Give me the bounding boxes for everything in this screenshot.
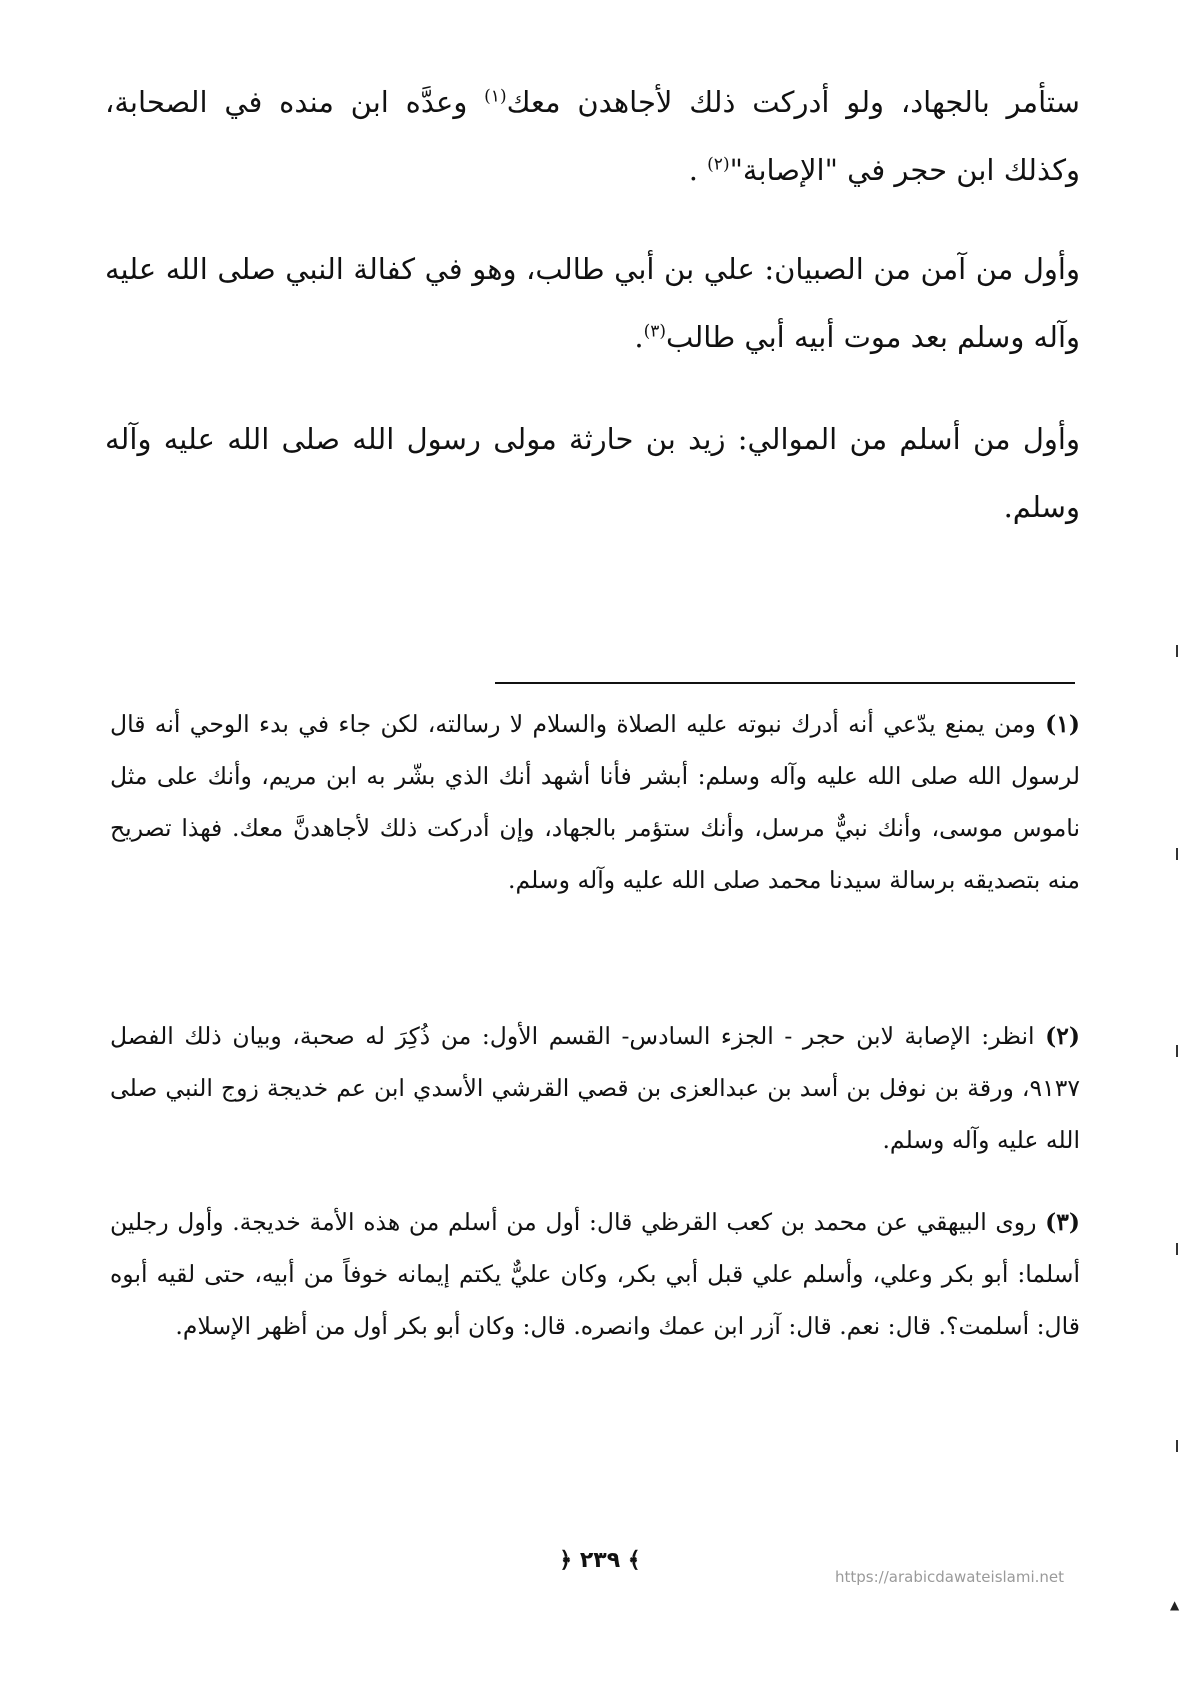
paragraph-text: وأول من أسلم من الموالي: زيد بن حارثة مولى رسول الله صلى الله عليه وآله وسلم. <box>105 422 1080 524</box>
footnote-text <box>110 1196 1080 1352</box>
paragraph-segment: وعدَّه ابن منده في الصحابة، وكذلك ابن حجر في "الإصابة" <box>105 85 1080 187</box>
paragraph-end: . <box>688 153 708 187</box>
paragraph-segment: ستأمر بالجهاد، ولو أدركت ذلك لأجاهدن معك <box>506 85 1080 119</box>
edge-mark <box>1176 645 1178 657</box>
footnote-ref-2[interactable]: (٢) <box>707 154 730 175</box>
footnote-2 <box>110 1010 1080 1166</box>
footnote-number: (٢) <box>1045 1022 1080 1050</box>
main-paragraph-1 <box>105 68 1080 204</box>
paragraph-end: . <box>634 320 644 354</box>
edge-mark <box>1176 1440 1178 1452</box>
footnote-text <box>110 1010 1080 1166</box>
footnote-text <box>110 698 1080 906</box>
corner-arrow-icon: ▲ <box>1170 1598 1180 1612</box>
main-paragraph-3 <box>105 405 1080 541</box>
footnote-body: ومن يمنع يدّعي أنه أدرك نبوته عليه الصلاة والسلام لا رسالته، لكن جاء في بدء الوحي أنه قال لرسول الله صلى الله عليه وآله وسلم: أبشر فأنا أشهد أنك الذي بشّر به ابن مريم، وأنك على مثل ناموس موسى، وأنك نبيٌّ مرسل، وأنك ستؤمر بالجهاد، وإن أدركت ذلك لأجاهدنَّ معك. فهذا تصريح منه بتصديقه برسالة سيدنا محمد صلى الله عليه وآله وسلم. <box>110 710 1080 894</box>
edge-mark <box>1176 1045 1178 1057</box>
paragraph-text <box>105 235 1080 371</box>
footnote-separator <box>495 682 1075 684</box>
footnote-ref-1[interactable]: (١) <box>484 86 507 107</box>
footnote-ref-3[interactable]: (٣) <box>643 321 666 342</box>
footnote-3 <box>110 1196 1080 1352</box>
watermark-url: https://arabicdawateislami.net <box>835 1568 1065 1586</box>
paragraph-segment: وأول من آمن من الصبيان: علي بن أبي طالب، وهو في كفالة النبي صلى الله عليه وآله وسلم بعد موت أبيه أبي طالب <box>105 252 1080 354</box>
footnote-body: روى البيهقي عن محمد بن كعب القرظي قال: أول من أسلم من هذه الأمة خديجة. وأول رجلين أسلما: أبو بكر وعلي، وأسلم علي قبل أبي بكر، وكان عليٌّ يكتم إيمانه خوفاً من أبيه، حتى لقيه أبوه قال: أسلمت؟. قال: نعم. قال: آزر ابن عمك وانصره. قال: وكان أبو بكر أول من أظهر الإسلام. <box>110 1208 1080 1340</box>
paragraph-text <box>105 68 1080 204</box>
main-paragraph-2 <box>105 235 1080 371</box>
edge-mark <box>1176 1243 1178 1255</box>
footnote-body: انظر: الإصابة لابن حجر - الجزء السادس- القسم الأول: من ذُكِرَ له صحبة، وبيان ذلك الفصل ٩١٣٧، ورقة بن نوفل بن أسد بن عبدالعزى بن قصي القرشي الأسدي ابن عم خديجة زوج النبي صلى الله عليه وآله وسلم. <box>110 1022 1080 1154</box>
footnote-number: (١) <box>1045 710 1080 738</box>
footnote-1 <box>110 698 1080 906</box>
footnote-number: (٣) <box>1045 1208 1080 1236</box>
edge-mark <box>1176 848 1178 860</box>
page-number: ﴿ ٢٣٩ ﴾ <box>559 1548 641 1573</box>
